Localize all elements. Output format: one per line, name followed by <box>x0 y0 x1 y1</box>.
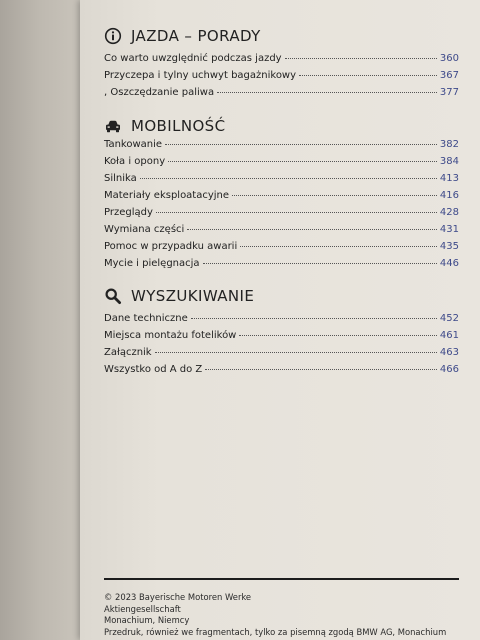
toc-entry-page: 446 <box>439 258 459 269</box>
toc-entry[interactable] <box>104 156 459 173</box>
section-title: MOBILNOŚĆ <box>131 117 226 135</box>
toc-entry-page: 360 <box>439 53 459 64</box>
toc-entry-page: 367 <box>439 70 459 81</box>
toc-entry[interactable] <box>104 258 459 275</box>
book-binding <box>0 0 80 640</box>
toc-entry[interactable] <box>104 330 459 347</box>
footer-line: Przedruk, również we fragmentach, tylko za pisemną zgodą BMW AG, Monachium <box>104 626 447 637</box>
section-heading <box>104 24 459 48</box>
toc-entry[interactable] <box>104 241 459 258</box>
toc-entry[interactable] <box>104 70 459 87</box>
toc-entry[interactable] <box>104 364 459 381</box>
toc-entry-page: 416 <box>439 190 459 201</box>
dot-leader <box>191 318 437 319</box>
toc-entry-label: , Oszczędzanie paliwa <box>104 87 215 98</box>
section-mobility <box>104 114 459 275</box>
dot-leader <box>217 92 437 93</box>
car-icon <box>104 117 122 135</box>
toc-entry-page: 452 <box>439 313 459 324</box>
toc-entry-page: 435 <box>439 241 459 252</box>
toc-entry[interactable] <box>104 190 459 207</box>
toc-entry-page: 413 <box>439 173 459 184</box>
section-heading <box>104 284 459 308</box>
toc-entry[interactable] <box>104 207 459 224</box>
toc-entry-label: Załącznik <box>104 347 152 358</box>
footer-line: © 2023 Bayerische Motoren Werke <box>104 592 252 602</box>
info-icon <box>104 27 122 45</box>
toc-entry-label: Przeglądy <box>104 207 153 218</box>
dot-leader <box>203 263 437 264</box>
toc-entry-label: Wymiana części <box>104 224 185 235</box>
toc-entry-label: Tankowanie <box>104 139 163 150</box>
toc-entry-page: 463 <box>439 347 459 358</box>
toc-entry-label: Koła i opony <box>104 156 166 167</box>
dot-leader <box>168 161 437 162</box>
dot-leader <box>285 58 437 59</box>
copyright-footer <box>104 592 464 638</box>
footer-line: Aktiengesellschaft <box>104 603 181 614</box>
toc-entry[interactable] <box>104 87 459 104</box>
dot-leader <box>299 75 437 76</box>
toc-entry-label: Co warto uwzględnić podczas jazdy <box>104 53 282 64</box>
section-driving-tips <box>104 24 459 104</box>
toc-entry-page: 377 <box>439 87 459 98</box>
dot-leader <box>187 229 437 230</box>
toc-entry-page: 431 <box>439 224 459 235</box>
toc-entry-label: Silnika <box>104 173 137 184</box>
section-title: JAZDA – PORADY <box>131 27 261 45</box>
toc-entry[interactable] <box>104 313 459 330</box>
toc-entry-label: Mycie i pielęgnacja <box>104 258 200 269</box>
toc-entry-page: 384 <box>439 156 459 167</box>
dot-leader <box>165 144 437 145</box>
toc-entry[interactable] <box>104 53 459 70</box>
toc-entry-page: 382 <box>439 139 459 150</box>
toc-entry[interactable] <box>104 224 459 241</box>
toc-entry-page: 461 <box>439 330 459 341</box>
dot-leader <box>155 352 437 353</box>
toc-entry-page: 466 <box>439 364 459 375</box>
toc-entry[interactable] <box>104 139 459 156</box>
toc-entry-label: Miejsca montażu fotelików <box>104 330 237 341</box>
section-title: WYSZUKIWANIE <box>131 287 255 305</box>
footer-divider <box>104 578 459 580</box>
section-heading <box>104 114 459 138</box>
toc-entry[interactable] <box>104 347 459 364</box>
dot-leader <box>240 246 437 247</box>
section-search <box>104 284 459 381</box>
toc-entry-label: Materiały eksploatacyjne <box>104 190 230 201</box>
dot-leader <box>140 178 437 179</box>
footer-line: Monachium, Niemcy <box>104 615 190 625</box>
toc-entry[interactable] <box>104 173 459 190</box>
search-icon <box>104 287 122 305</box>
dot-leader <box>239 335 437 336</box>
dot-leader <box>232 195 437 196</box>
toc-entry-label: Wszystko od A do Z <box>104 364 203 375</box>
toc-entry-page: 428 <box>439 207 459 218</box>
toc-entry-label: Pomoc w przypadku awarii <box>104 241 238 252</box>
book-page <box>80 0 480 640</box>
dot-leader <box>156 212 437 213</box>
toc-entry-label: Przyczepa i tylny uchwyt bagażnikowy <box>104 70 297 81</box>
dot-leader <box>205 369 437 370</box>
toc-entry-label: Dane techniczne <box>104 313 188 324</box>
